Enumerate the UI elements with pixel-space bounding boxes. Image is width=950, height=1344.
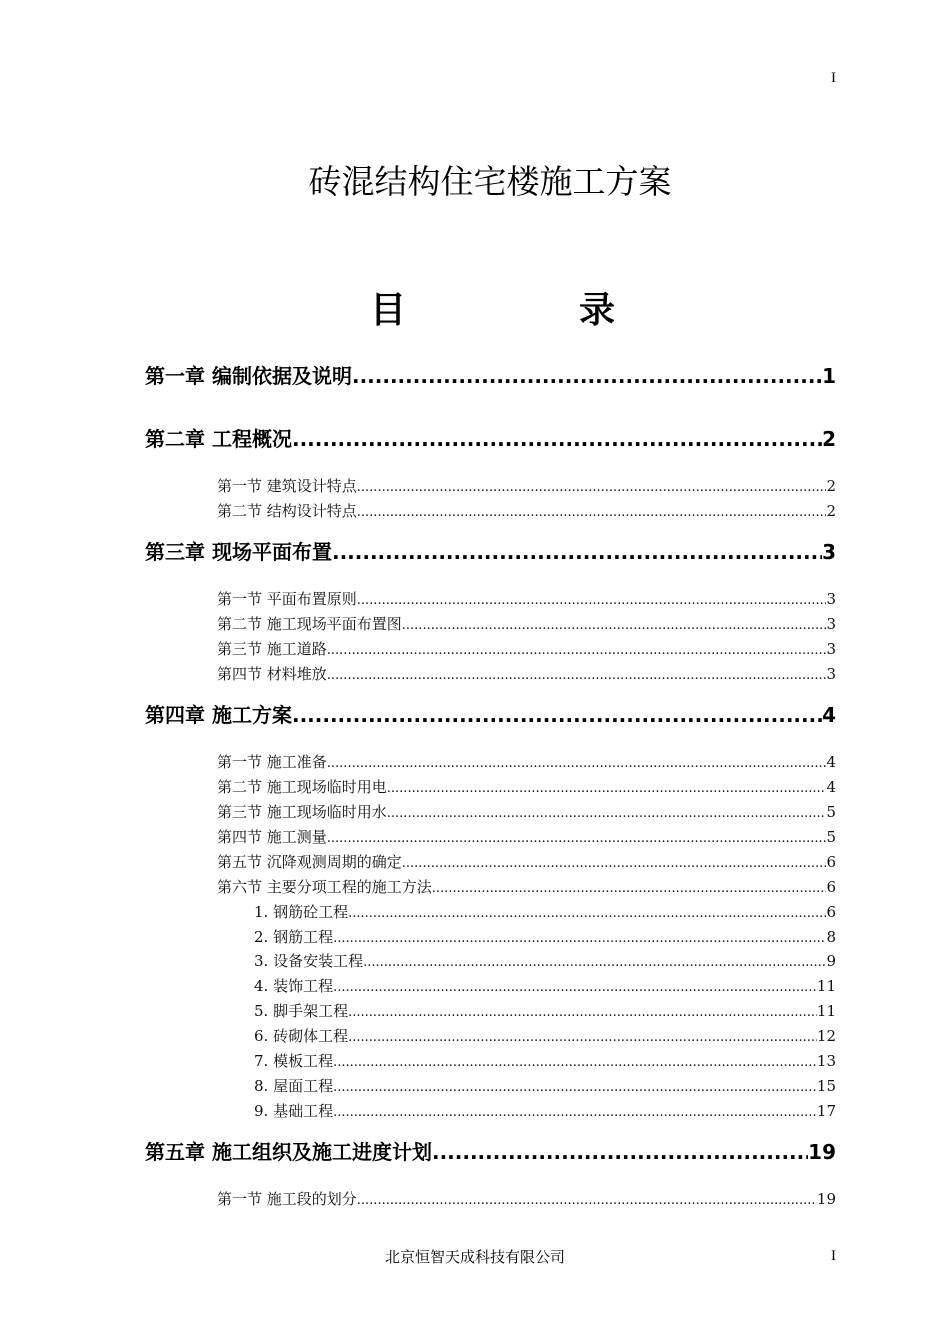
- toc-chapter-1[interactable]: [145, 360, 836, 389]
- toc-section[interactable]: [217, 663, 836, 684]
- toc-page-number: 2: [826, 502, 836, 520]
- toc-section[interactable]: [217, 588, 836, 609]
- toc-page-number: 2: [822, 427, 836, 451]
- toc-chapter-label: 第四章 施工方案: [145, 703, 292, 727]
- toc-page-number: 15: [816, 1077, 836, 1095]
- toc-page-number: 6: [826, 903, 836, 921]
- toc-item[interactable]: [254, 975, 836, 996]
- toc-section[interactable]: [217, 638, 836, 659]
- toc-leader: [357, 1193, 817, 1208]
- toc-leader: [332, 540, 822, 564]
- toc-section-label: 第一节 平面布置原则: [217, 590, 357, 608]
- toc-leader: [352, 364, 822, 388]
- toc-item[interactable]: [254, 1000, 836, 1021]
- toc-page-number: 3: [826, 640, 836, 658]
- footer-page-marker: I: [831, 1248, 836, 1264]
- toc-leader: [333, 931, 826, 946]
- toc-section[interactable]: [217, 500, 836, 521]
- toc-heading-left: 目: [370, 290, 407, 331]
- toc-item-label: 5. 脚手架工程: [254, 1002, 349, 1020]
- toc-chapter-5[interactable]: [145, 1136, 836, 1165]
- toc-chapter-label: 第二章 工程概况: [145, 427, 292, 451]
- toc-page-number: 4: [822, 703, 836, 727]
- toc-section[interactable]: [217, 876, 836, 897]
- toc-page-number: 11: [816, 1002, 836, 1020]
- toc-leader: [327, 756, 827, 771]
- toc-item-label: 2. 钢筋工程: [254, 928, 334, 946]
- toc-leader: [348, 1030, 817, 1045]
- toc-chapter-label: 第三章 现场平面布置: [145, 540, 332, 564]
- toc-leader: [327, 643, 827, 658]
- document-title: 砖混结构住宅楼施工方案: [308, 162, 672, 201]
- toc-leader: [387, 781, 827, 796]
- toc-leader: [333, 1080, 817, 1095]
- toc-page-number: 17: [816, 1102, 836, 1120]
- toc-leader: [292, 427, 822, 451]
- toc-heading: [370, 282, 615, 333]
- toc-page-number: 5: [826, 828, 836, 846]
- toc-section[interactable]: [217, 613, 836, 634]
- toc-leader: [402, 618, 827, 633]
- toc-chapter-label: 第五章 施工组织及施工进度计划: [145, 1140, 432, 1164]
- toc-item-label: 3. 设备安装工程: [254, 952, 364, 970]
- toc-item[interactable]: [254, 1050, 836, 1071]
- toc-chapter-4[interactable]: [145, 699, 836, 728]
- toc-page-number: 3: [826, 665, 836, 683]
- footer-company-name: 北京恒智天成科技有限公司: [384, 1248, 565, 1266]
- toc-page-number: 8: [826, 928, 836, 946]
- toc-section[interactable]: [217, 475, 836, 496]
- toc-leader: [333, 1105, 817, 1120]
- toc-leader: [327, 668, 827, 683]
- toc-leader: [432, 881, 827, 896]
- toc-page-number: 4: [826, 753, 836, 771]
- toc-page-number: 9: [826, 952, 836, 970]
- toc-page-number: 5: [826, 803, 836, 821]
- toc-page-number: 3: [826, 590, 836, 608]
- toc-item[interactable]: [254, 1075, 836, 1096]
- toc-item-label: 7. 模板工程: [254, 1052, 334, 1070]
- toc-item-label: 4. 装饰工程: [254, 977, 334, 995]
- toc-leader: [348, 1005, 817, 1020]
- toc-item[interactable]: [254, 901, 836, 922]
- toc-page-number: 6: [826, 878, 836, 896]
- toc-item[interactable]: [254, 926, 836, 947]
- toc-section-label: 第一节 建筑设计特点: [217, 477, 357, 495]
- toc-section-label: 第二节 施工现场平面布置图: [217, 615, 402, 633]
- toc-section-label: 第一节 施工段的划分: [217, 1190, 357, 1208]
- toc-item[interactable]: [254, 1025, 836, 1046]
- toc-leader: [357, 480, 827, 495]
- toc-page-number: 19: [816, 1190, 836, 1208]
- header-page-marker: I: [831, 70, 836, 86]
- toc-item[interactable]: [254, 950, 836, 971]
- toc-page-number: 12: [816, 1027, 836, 1045]
- toc-page-number: 11: [816, 977, 836, 995]
- toc-leader: [333, 980, 817, 995]
- toc-chapter-2[interactable]: [145, 423, 836, 452]
- toc-leader: [402, 856, 827, 871]
- toc-page-number: 3: [826, 615, 836, 633]
- toc-item-label: 8. 屋面工程: [254, 1077, 334, 1095]
- toc-page-number: 19: [808, 1140, 836, 1164]
- toc-heading-right: 录: [578, 290, 615, 331]
- toc-section[interactable]: [217, 826, 836, 847]
- toc-section-label: 第一节 施工准备: [217, 753, 327, 771]
- toc-section-label: 第三节 施工道路: [217, 640, 327, 658]
- toc-leader: [363, 955, 826, 970]
- toc-section[interactable]: [217, 1188, 836, 1209]
- toc-section-label: 第二节 结构设计特点: [217, 502, 357, 520]
- toc-page-number: 3: [822, 540, 836, 564]
- toc-chapter-3[interactable]: [145, 536, 836, 565]
- toc-section-label: 第三节 施工现场临时用水: [217, 803, 387, 821]
- toc-section-label: 第二节 施工现场临时用电: [217, 778, 387, 796]
- toc-leader: [357, 593, 827, 608]
- toc-leader: [333, 1055, 817, 1070]
- toc-page-number: 6: [826, 853, 836, 871]
- toc-chapter-label: 第一章 编制依据及说明: [145, 364, 352, 388]
- toc-leader: [357, 505, 827, 520]
- toc-page-number: 4: [826, 778, 836, 796]
- toc-page-number: 2: [826, 477, 836, 495]
- toc-section[interactable]: [217, 776, 836, 797]
- toc-section[interactable]: [217, 851, 836, 872]
- toc-section-label: 第四节 施工测量: [217, 828, 327, 846]
- toc-section[interactable]: [217, 751, 836, 772]
- toc-item-label: 6. 砖砌体工程: [254, 1027, 349, 1045]
- toc-leader: [348, 906, 826, 921]
- toc-item[interactable]: [254, 1100, 836, 1121]
- toc-leader: [292, 703, 822, 727]
- toc-page-number: 13: [816, 1052, 836, 1070]
- toc-item-label: 1. 钢筋砼工程: [254, 903, 349, 921]
- toc-leader: [327, 831, 827, 846]
- toc-section-label: 第五节 沉降观测周期的确定: [217, 853, 402, 871]
- toc-leader: [432, 1140, 808, 1164]
- toc-section[interactable]: [217, 801, 836, 822]
- toc-section-label: 第六节 主要分项工程的施工方法: [217, 878, 432, 896]
- toc-page-number: 1: [822, 364, 836, 388]
- toc-item-label: 9. 基础工程: [254, 1102, 334, 1120]
- toc-section-label: 第四节 材料堆放: [217, 665, 327, 683]
- toc-leader: [387, 806, 827, 821]
